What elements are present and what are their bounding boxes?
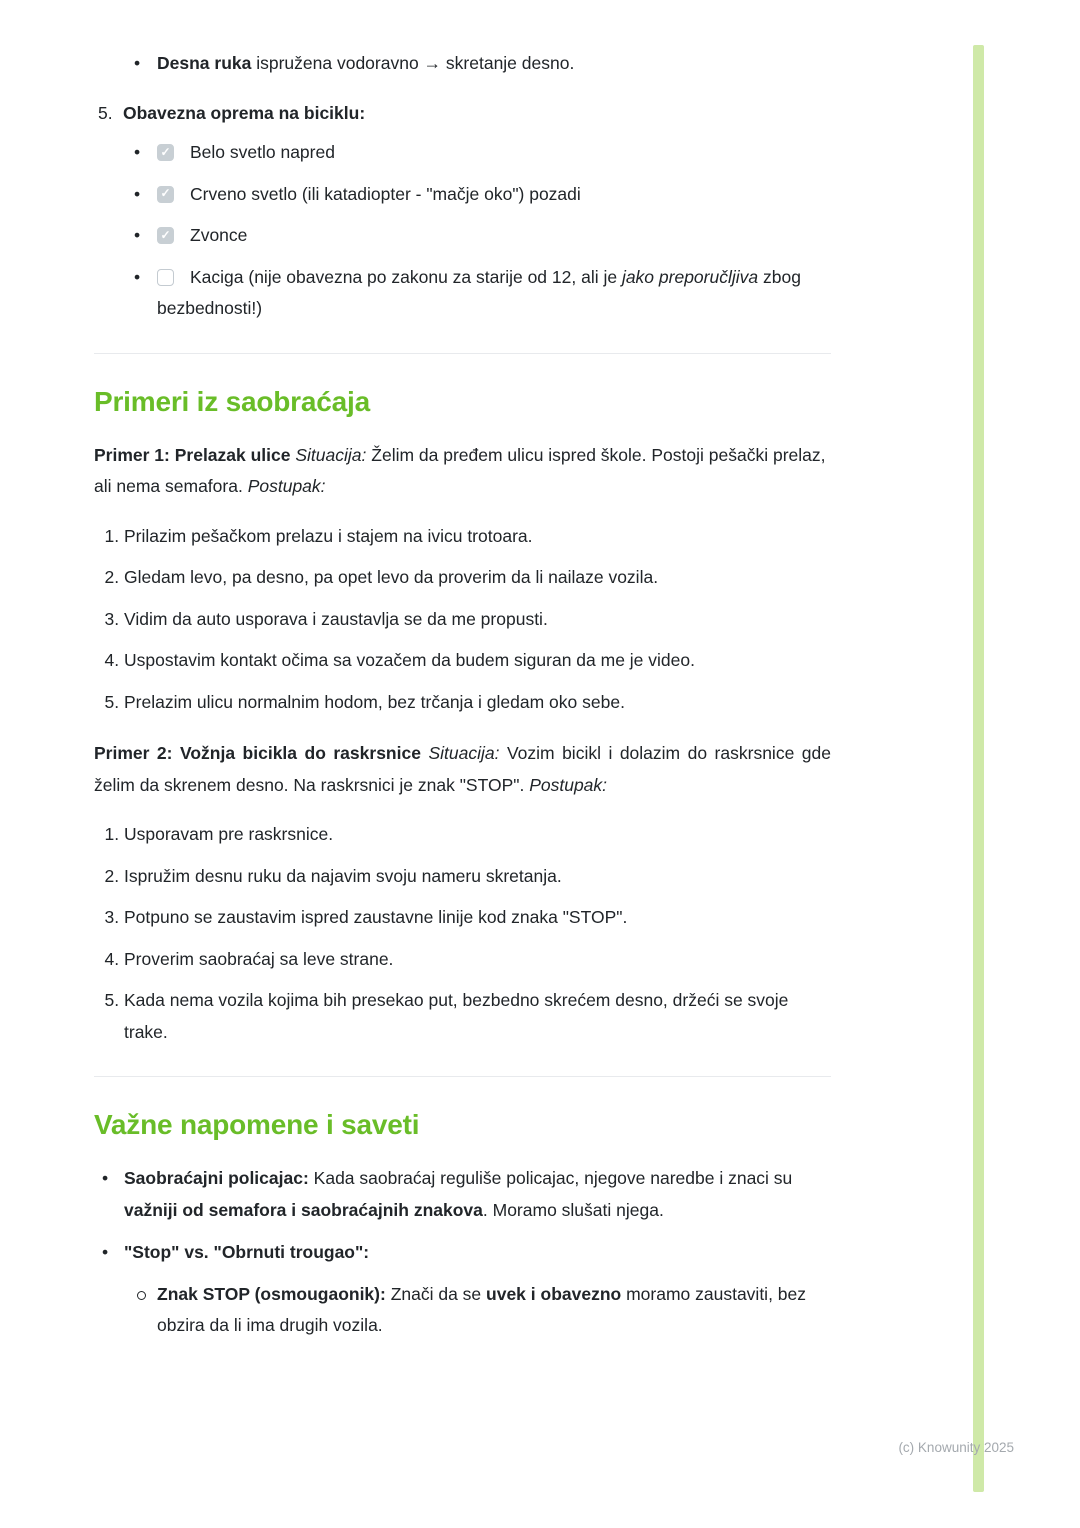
checklist-item [94,137,831,169]
example2-situation-text: Vozim bicikl i dolazim do raskrsnice gde želim da skrenem desno. Na raskrsnici je znak "STOP". [94,743,831,795]
example2-intro [94,738,831,801]
example1-steps [94,521,831,719]
note-traffic-police [94,1163,831,1226]
example1-lead: Primer 1: Prelazak ulice [94,444,291,465]
example1-intro [94,440,831,503]
example1-situation-text: Želim da pređem ulicu ispred škole. Postoji pešački prelaz, ali nema semafora. [94,444,826,497]
example2-lead: Primer 2: Vožnja bicikla do raskrsnice [94,743,421,764]
step-item: 2. Gledam levo, pa desno, pa opet levo da proverim da li nailaze vozila. [124,562,831,594]
checkbox-helmet[interactable] [157,269,174,286]
checklist-item [94,262,831,325]
section-divider [94,353,831,354]
step-item: 5. Kada nema vozila kojima bih presekao put, bezbedno skrećem desno, držeći se svoje trake. [124,985,831,1048]
equipment-number: 5. [98,102,113,123]
checklist-item [94,179,831,211]
list-item-right-hand [94,48,831,80]
list-item-text: ispružena vodoravno → skretanje desno. [251,53,575,73]
equipment-title: Obavezna oprema na biciklu: [123,102,366,123]
note-text: Kada saobraćaj reguliše policajac, njegove naredbe i znaci su [308,1168,793,1189]
section-title-examples: Primeri iz saobraćaja [94,385,370,417]
step-item: 4. Uspostavim kontakt očima sa vozačem da budem siguran da me je video. [124,645,831,677]
section-title-notes: Važne napomene i saveti [94,1109,420,1141]
example2-situation-label: Situacija: [428,743,500,764]
note-text: . Moramo slušati njega. [482,1199,664,1220]
note-bold-text: uvek i obavezno [486,1283,622,1304]
checkbox-bell[interactable] [157,227,174,244]
hand-signal-list [94,48,831,80]
note-bold-text: Saobraćajni policajac: [124,1168,309,1189]
watermark-text: (c) Knowunity 2025 [898,1440,1014,1455]
checklist-label: Crveno svetlo (ili katadiopter - "mačje oko") pozadi [190,183,581,204]
checklist-label: zbog bezbednosti!) [157,266,801,318]
note-stop-vs-triangle [94,1237,831,1342]
step-item: 4. Proverim saobraćaj sa leve strane. [124,944,831,976]
checklist-label-italic: jako preporučljiva [621,266,759,287]
note-stop-sign [124,1279,831,1342]
note-text: moramo zaustaviti, bez obzira da li ima drugih vozila. [157,1283,807,1336]
list-item-bold-text: Desna ruka [157,53,252,73]
section-divider [94,1076,831,1077]
checklist-item [94,220,831,252]
equipment-heading [94,98,831,130]
equipment-checklist [94,137,831,325]
step-item: 2. Ispružim desnu ruku da najavim svoju nameru skretanja. [124,861,831,893]
step-item: 1. Prilazim pešačkom prelazu i stajem na ivicu trotoara. [124,521,831,553]
example2-procedure-label: Postupak: [529,774,608,795]
checklist-label: Belo svetlo napred [190,142,335,162]
document-content [94,48,831,1353]
checklist-label: Kaciga (nije obavezna po zakonu za starije od 12, ali je [190,266,622,287]
step-item: 3. Vidim da auto usporava i zaustavlja se da me propusti. [124,604,831,636]
note-bold-text: Znak STOP (osmougaonik): [157,1283,386,1304]
checklist-label: Zvonce [190,225,248,245]
step-item: 1. Usporavam pre raskrsnice. [124,819,831,851]
notes-list [94,1163,831,1342]
example2-steps [94,819,831,1048]
step-item: 5. Prelazim ulicu normalnim hodom, bez trčanja i gledam oko sebe. [124,687,831,719]
checkbox-rear-light[interactable] [157,186,174,203]
stop-sublist [124,1279,831,1342]
accent-bar [973,45,984,1492]
step-item: 3. Potpuno se zaustavim ispred zaustavne linije kod znaka "STOP". [124,902,831,934]
example1-situation-label: Situacija: [295,444,367,465]
example1-procedure-label: Postupak: [247,476,326,497]
note-bold-text: važniji od semafora i saobraćajnih znakova [124,1199,483,1220]
checkbox-front-light[interactable] [157,144,174,161]
note-bold-text: "Stop" vs. "Obrnuti trougao": [124,1242,370,1263]
note-text: Znači da se [385,1283,487,1304]
